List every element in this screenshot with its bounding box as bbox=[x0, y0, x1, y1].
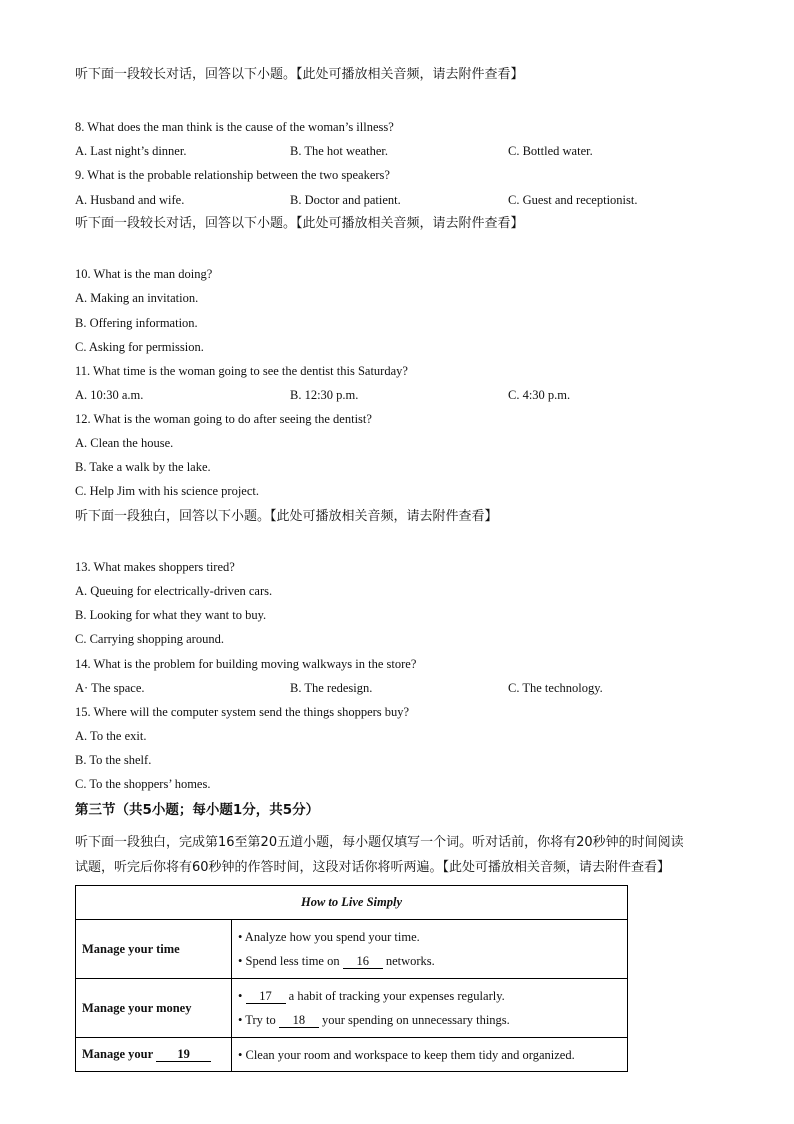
option-8a: A. Last night’s dinner. bbox=[75, 144, 187, 158]
option-11a: A. 10:30 a.m. bbox=[75, 388, 144, 402]
blank-19[interactable]: 19 bbox=[156, 1048, 211, 1062]
option-12b: B. Take a walk by the lake. bbox=[75, 460, 211, 474]
question-11: 11. What time is the woman going to see the dentist this Saturday? bbox=[75, 364, 408, 378]
option-10a: A. Making an invitation. bbox=[75, 291, 199, 305]
question-12: 12. What is the woman going to do after seeing the dentist? bbox=[75, 412, 372, 426]
question-10: 10. What is the man doing? bbox=[75, 267, 213, 281]
question-9: 9. What is the probable relationship between the two speakers? bbox=[75, 168, 390, 182]
instruction-long-dialogue-2: 听下面一段较长对话，回答以下小题。【此处可播放相关音频，请去附件查看】 bbox=[75, 216, 524, 231]
option-12c: C. Help Jim with his science project. bbox=[75, 484, 259, 498]
money-tip-1-text: a habit of tracking your expenses regularly. bbox=[285, 989, 505, 1003]
time-tip-1: • Analyze how you spend your time. bbox=[238, 930, 420, 944]
option-8c: C. Bottled water. bbox=[508, 144, 593, 158]
money-tip-2-end: your spending on unnecessary things. bbox=[318, 1013, 510, 1027]
question-13: 13. What makes shoppers tired? bbox=[75, 560, 235, 574]
blank-16[interactable]: 16 bbox=[343, 955, 383, 969]
row-label-money: Manage your money bbox=[76, 979, 232, 1038]
row-content-time bbox=[232, 920, 628, 979]
option-9a: A. Husband and wife. bbox=[75, 193, 185, 207]
option-13c: C. Carrying shopping around. bbox=[75, 632, 224, 646]
time-tip-2-end: networks. bbox=[382, 954, 435, 968]
table-row bbox=[76, 979, 628, 1038]
instruction-long-dialogue-1: 听下面一段较长对话，回答以下小题。【此处可播放相关音频，请去附件查看】 bbox=[75, 67, 524, 82]
option-13b: B. Looking for what they want to buy. bbox=[75, 608, 267, 622]
option-15a: A. To the exit. bbox=[75, 729, 147, 743]
table-row bbox=[76, 920, 628, 979]
blank-17[interactable]: 17 bbox=[246, 990, 286, 1004]
instruction-section3-line1: 听下面一段独白，完成第16至第20五道小题，每小题仅填写一个词。听对话前，你将有20秒钟的时间阅读 bbox=[75, 835, 684, 850]
option-12a: A. Clean the house. bbox=[75, 436, 174, 450]
question-8: 8. What does the man think is the cause of the woman’s illness? bbox=[75, 120, 394, 134]
time-tip-2-text: • Spend less time on bbox=[238, 954, 343, 968]
question-14: 14. What is the problem for building moving walkways in the store? bbox=[75, 657, 417, 671]
row-label-space-text: Manage your bbox=[82, 1047, 157, 1061]
option-10c: C. Asking for permission. bbox=[75, 340, 204, 354]
option-14b: B. The redesign. bbox=[290, 681, 373, 695]
option-9c: C. Guest and receptionist. bbox=[508, 193, 638, 207]
option-11c: C. 4:30 p.m. bbox=[508, 388, 571, 402]
row-label-time: Manage your time bbox=[76, 920, 232, 979]
option-10b: B. Offering information. bbox=[75, 316, 198, 330]
money-tip-1 bbox=[238, 984, 621, 1008]
option-14c: C. The technology. bbox=[508, 681, 603, 695]
option-15c: C. To the shoppers’ homes. bbox=[75, 777, 211, 791]
option-15b: B. To the shelf. bbox=[75, 753, 152, 767]
question-15: 15. Where will the computer system send the things shoppers buy? bbox=[75, 705, 410, 719]
row-content-money bbox=[232, 979, 628, 1038]
row-label-space bbox=[76, 1038, 232, 1072]
instruction-section3-line2: 试题，听完后你将有60秒钟的作答时间，这段对话你将听两遍。【此处可播放相关音频，请去附件查看】 bbox=[75, 860, 671, 875]
option-11b: B. 12:30 p.m. bbox=[290, 388, 359, 402]
option-13a: A. Queuing for electrically-driven cars. bbox=[75, 584, 273, 598]
table-title-row bbox=[76, 886, 628, 920]
blank-18[interactable]: 18 bbox=[279, 1014, 319, 1028]
option-14a: A· The space. bbox=[75, 681, 145, 695]
table-title: How to Live Simply bbox=[76, 886, 628, 920]
option-8b: B. The hot weather. bbox=[290, 144, 389, 158]
section-heading: 第三节（共5小题；每小题1分，共5分） bbox=[75, 802, 320, 818]
money-tip-1-bullet: • bbox=[238, 989, 246, 1003]
instruction-monologue: 听下面一段独白，回答以下小题。【此处可播放相关音频，请去附件查看】 bbox=[75, 509, 498, 524]
time-tip-2 bbox=[238, 949, 621, 973]
money-tip-2 bbox=[238, 1008, 621, 1032]
row-content-space bbox=[232, 1038, 628, 1072]
space-tip-1: • Clean your room and workspace to keep them tidy and organized. bbox=[238, 1047, 575, 1062]
option-9b: B. Doctor and patient. bbox=[290, 193, 401, 207]
money-tip-2-text: • Try to bbox=[238, 1013, 279, 1027]
fill-in-table bbox=[75, 885, 628, 1072]
table-row bbox=[76, 1038, 628, 1072]
